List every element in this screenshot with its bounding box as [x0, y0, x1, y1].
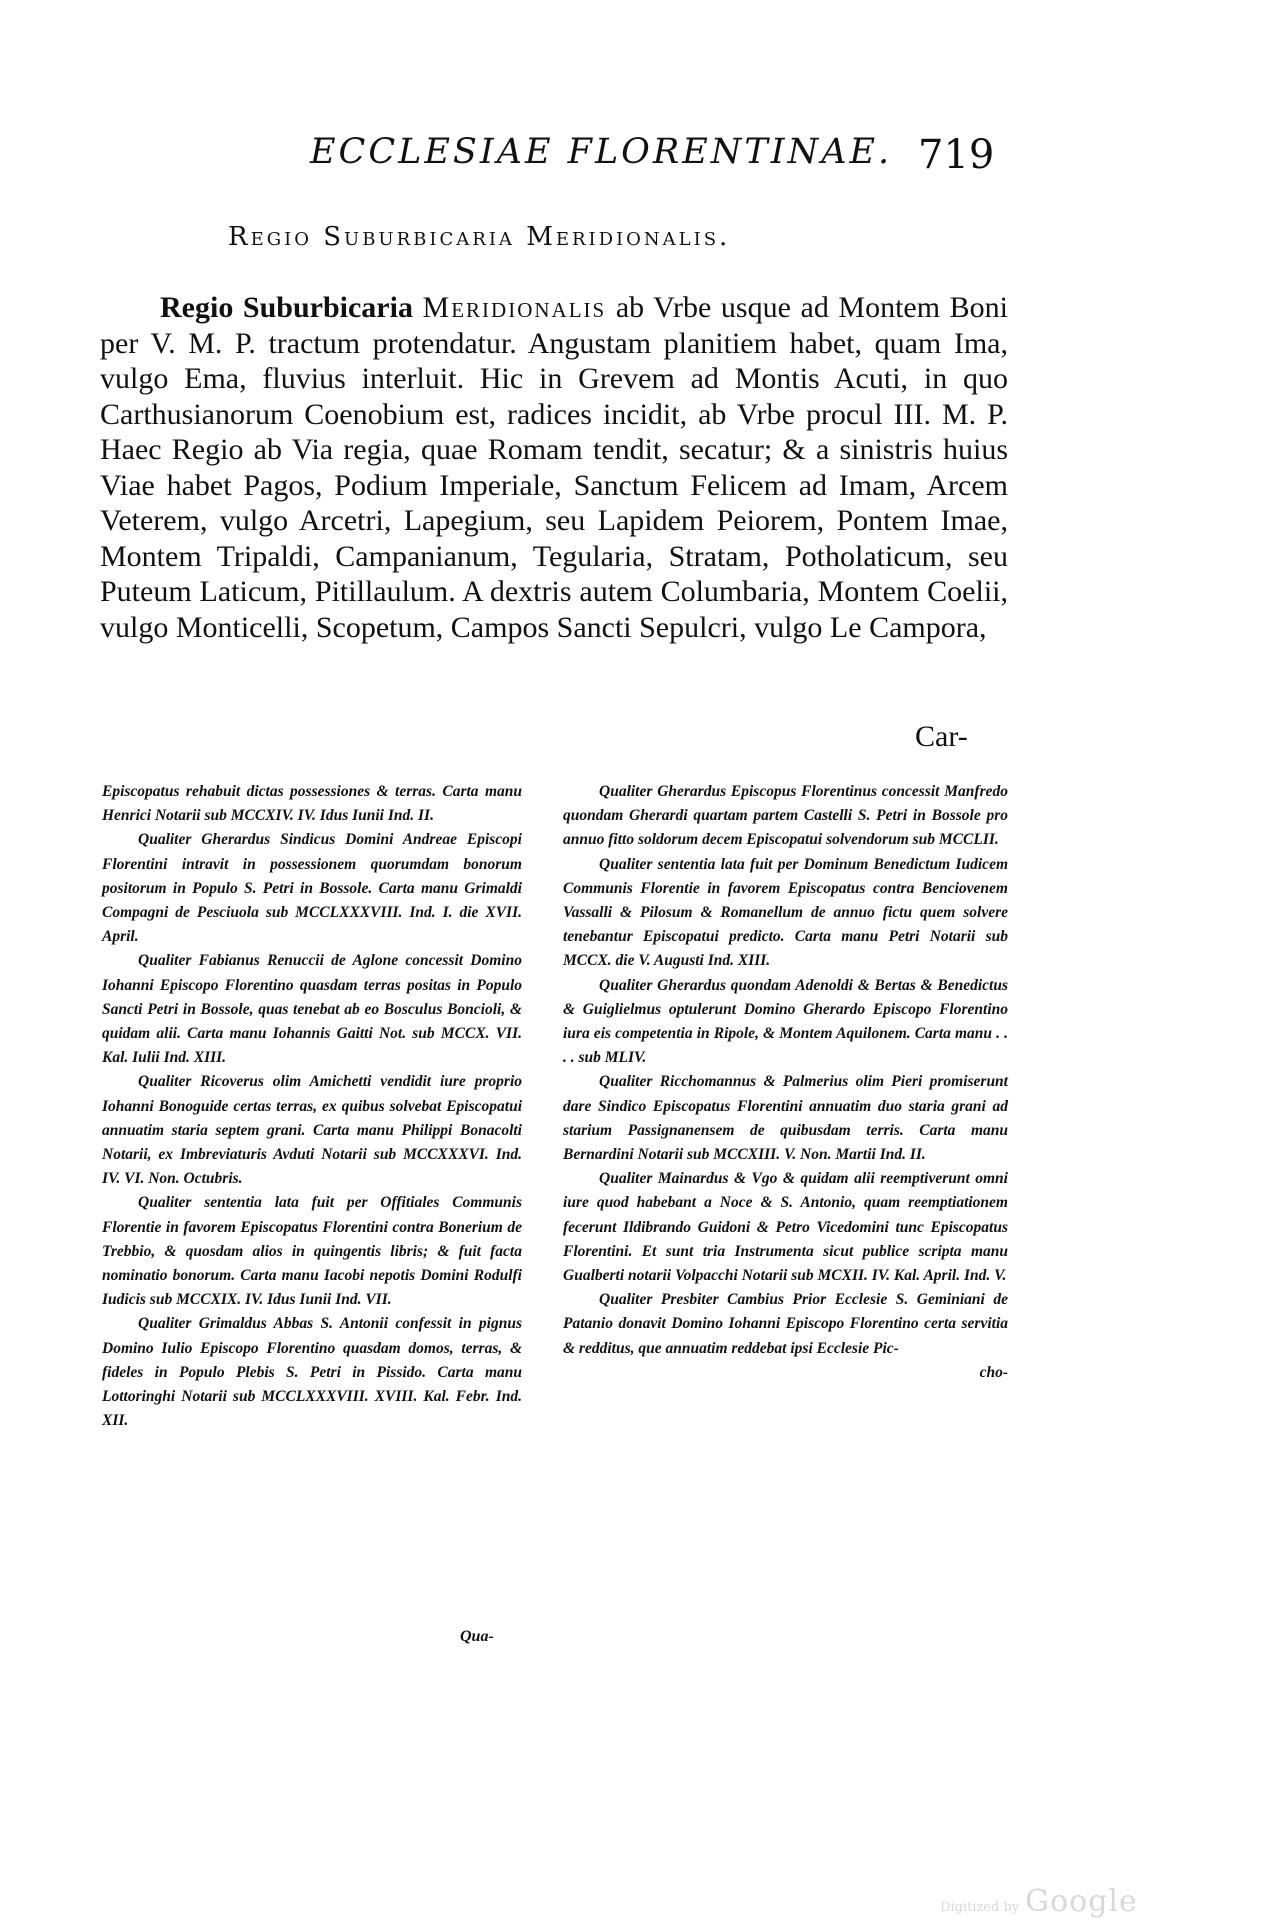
footnote-paragraph: Episcopatus rehabuit dictas possessiones & terras. Carta manu Henrici Notarii sub MCCXIV. IV. Idus Iunii Ind. II.	[102, 783, 522, 825]
watermark-brand: Google	[1025, 1884, 1138, 1919]
footnote-paragraph: Qualiter Gherardus Sindicus Domini Andreae Episcopi Florentini intravit in possessionem quorumdam bonorum positorum in Populo S. Petri in Bossole. Carta manu Grimaldi Compagni de Pesciuola sub MCCLXXXVIII. Ind. I. die XVII. April.	[102, 831, 522, 946]
footnote-paragraph: Qualiter sententia lata fuit per Dominum Benedictum Iudicem Communis Florentie in favorem Episcopatus contra Benciovenem Vassalli & Pilosum & Romanellum de annuo fictu quem solvere tenebantur Episcopatui predicto. Carta manu Petri Notarii sub MCCX. die V. Augusti Ind. XIII.	[563, 855, 1008, 970]
footnote-paragraph: Qualiter Ricoverus olim Amichetti vendidit iure proprio Iohanni Bonoguide certas terras, ex quibus solvebat Episcopatui annuatim staria septem grani. Carta manu Philippi Bonacolti Notarii, ex Imbreviaturis Avduti Notarii sub MCCXXXVI. Ind. IV. VI. Non. Octubris.	[102, 1073, 522, 1188]
main-caps-word: Meridionalis	[422, 291, 607, 324]
running-head: ECCLESIAE FLORENTINAE.	[310, 132, 893, 172]
catchword-left-column: Qua-	[460, 1628, 494, 1645]
main-paragraph	[100, 290, 1008, 645]
catchword-right-column: cho-	[979, 1363, 1008, 1381]
footnote-paragraph: Qualiter Presbiter Cambius Prior Ecclesie S. Geminiani de Patanio donavit Domino Iohanni Episcopo Florentino certa servitia & redditus, que annuatim reddebat ipsi Ecclesie Pic-	[563, 1291, 1008, 1357]
section-title: Regio Suburbicaria Meridionalis.	[228, 222, 731, 252]
digitization-watermark	[940, 1884, 1138, 1919]
footnote-paragraph: Qualiter Gherardus quondam Adenoldi & Bertas & Benedictus & Guiglielmus optulerunt Domino Gherardo Episcopo Florentino iura eis competentia in Ripole, & Montem Aquilonem. Carta manu . . . . sub MLIV.	[563, 976, 1008, 1067]
footnote-paragraph: Qualiter Mainardus & Vgo & quidam alii reemptiverunt omni iure quod habebant a Noce & S. Antonio, quam reemptiationem fecerunt Ildibrando Guidoni & Petro Vicedomini tunc Episcopatus Florentini. Et sunt tria Instrumenta sicut publice scripta manu Gualberti notarii Volpacchi Notarii sub MCXII. IV. Kal. April. Ind. V.	[563, 1170, 1008, 1285]
page-number: 719	[918, 132, 995, 178]
footnotes-left-column	[102, 780, 522, 1433]
footnote-paragraph: Qualiter Ricchomannus & Palmerius olim Pieri promiserunt dare Sindico Episcopatus Florentini annuatim duo staria grani ad starium Passignanensem de quibusdam terris. Carta manu Bernardini Notarii sub MCCXIII. V. Non. Martii Ind. II.	[563, 1073, 1008, 1164]
main-body-text: ab Vrbe usque ad Montem Boni per V. M. P. tractum protendatur. Angustam planitiem habet, quam Ima, vulgo Ema, fluvius interluit. Hic in Grevem ad Montis Acuti, in quo Carthusianorum Coenobium est, radices incidit, ab Vrbe procul III. M. P. Haec Regio ab Via regia, quae Romam tendit, secatur; & a sinistris huius Viae habet Pagos, Podium Imperiale, Sanctum Felicem ad Imam, Arcem Veterem, vulgo Arcetri, Lapegium, seu Lapidem Peiorem, Pontem Imae, Montem Tripaldi, Campanianum, Tegularia, Stratam, Potholaticum, seu Puteum Laticum, Pitillaulum. A dextris autem Columbaria, Montem Coelii, vulgo Monticelli, Scopetum, Campos Sancti Sepulcri, vulgo Le Campora,	[100, 291, 1009, 644]
footnote-paragraph: Qualiter sententia lata fuit per Offitiales Communis Florentie in favorem Episcopatus Florentini contra Bonerium de Trebbio, & quosdam alios in quingentis libris; & fuit facta nominatio bonorum. Carta manu Iacobi nepotis Domini Rodulfi Iudicis sub MCCXIX. IV. Idus Iunii Ind. VII.	[102, 1194, 522, 1309]
footnote-paragraph: Qualiter Gherardus Episcopus Florentinus concessit Manfredo quondam Gherardi quartam partem Castelli S. Petri in Bossole pro annuo fitto soldorum decem Episcopatui solvendorum sub MCCLII.	[563, 783, 1008, 849]
footnote-paragraph: Qualiter Grimaldus Abbas S. Antonii confessit in pignus Domino Iulio Episcopo Florentino quasdam domos, terras, & fideles in Populo Plebis S. Petri in Pissido. Carta manu Lottoringhi Notarii sub MCCLXXXVIII. XVIII. Kal. Febr. Ind. XII.	[102, 1315, 522, 1430]
main-lead-words: Regio Suburbicaria	[160, 291, 413, 324]
watermark-prefix: Digitized by	[940, 1900, 1020, 1915]
catchword-main: Car-	[915, 720, 968, 753]
footnotes-right-column	[563, 780, 1008, 1385]
footnote-paragraph: Qualiter Fabianus Renuccii de Aglone concessit Domino Iohanni Episcopo Florentino quasdam terras positas in Populo Sancti Petri in Bossole, quas tenebat ab eo Bosculus Boncioli, & quidam alii. Carta manu Iohannis Gaitti Not. sub MCCX. VII. Kal. Iulii Ind. XIII.	[102, 952, 522, 1067]
